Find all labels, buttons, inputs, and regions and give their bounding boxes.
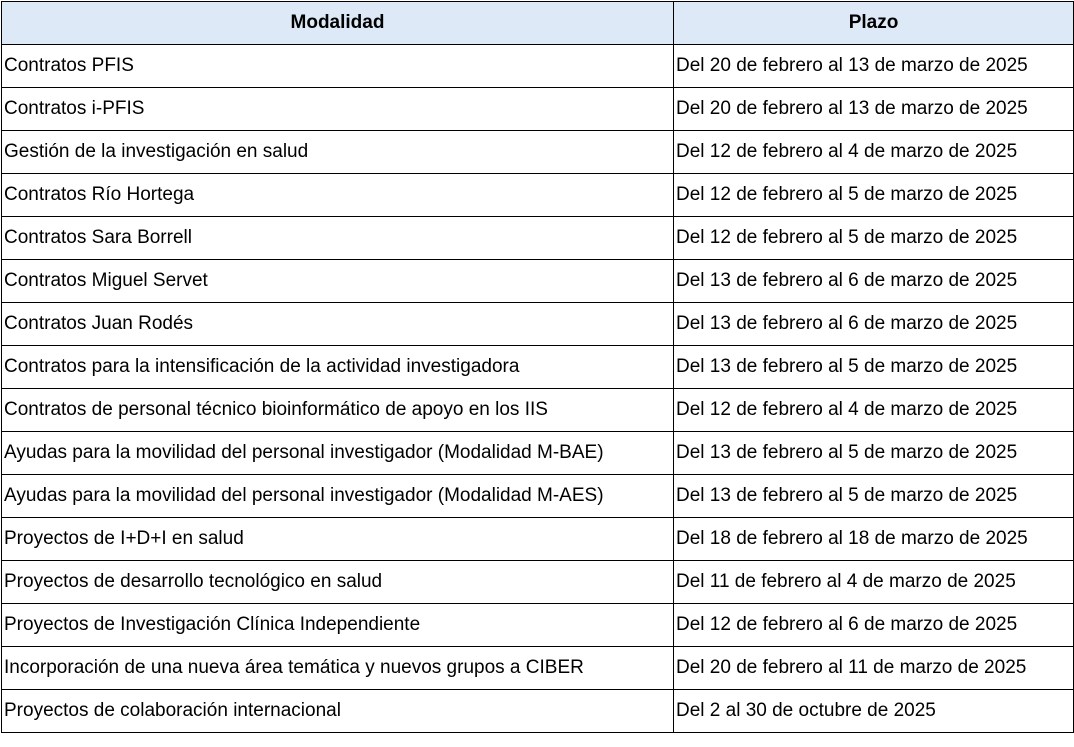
cell-modalidad: Proyectos de Investigación Clínica Independiente: [2, 604, 674, 647]
header-row: [2, 2, 1074, 45]
cell-modalidad: Contratos Miguel Servet: [2, 260, 674, 303]
table-row: [2, 260, 1074, 303]
header-plazo: Plazo: [674, 2, 1074, 45]
cell-plazo: Del 13 de febrero al 6 de marzo de 2025: [674, 260, 1074, 303]
cell-modalidad: Contratos para la intensificación de la actividad investigadora: [2, 346, 674, 389]
cell-modalidad: Contratos i-PFIS: [2, 88, 674, 131]
cell-modalidad: Proyectos de colaboración internacional: [2, 690, 674, 733]
cell-plazo: Del 12 de febrero al 5 de marzo de 2025: [674, 217, 1074, 260]
table-row: [2, 174, 1074, 217]
cell-modalidad: Ayudas para la movilidad del personal investigador (Modalidad M-BAE): [2, 432, 674, 475]
cell-plazo: Del 20 de febrero al 13 de marzo de 2025: [674, 88, 1074, 131]
cell-plazo: Del 12 de febrero al 4 de marzo de 2025: [674, 131, 1074, 174]
cell-modalidad: Contratos Río Hortega: [2, 174, 674, 217]
cell-modalidad: Proyectos de I+D+I en salud: [2, 518, 674, 561]
cell-modalidad: Contratos de personal técnico bioinformático de apoyo en los IIS: [2, 389, 674, 432]
cell-modalidad: Contratos Sara Borrell: [2, 217, 674, 260]
cell-modalidad: Contratos PFIS: [2, 45, 674, 88]
table-row: [2, 131, 1074, 174]
cell-modalidad: Ayudas para la movilidad del personal investigador (Modalidad M-AES): [2, 475, 674, 518]
table-row: [2, 217, 1074, 260]
table-row: [2, 690, 1074, 733]
cell-plazo: Del 13 de febrero al 5 de marzo de 2025: [674, 346, 1074, 389]
table-row: [2, 647, 1074, 690]
plazos-table: [1, 1, 1074, 733]
cell-plazo: Del 12 de febrero al 4 de marzo de 2025: [674, 389, 1074, 432]
cell-plazo: Del 13 de febrero al 5 de marzo de 2025: [674, 475, 1074, 518]
table-row: [2, 518, 1074, 561]
cell-plazo: Del 20 de febrero al 11 de marzo de 2025: [674, 647, 1074, 690]
cell-plazo: Del 18 de febrero al 18 de marzo de 2025: [674, 518, 1074, 561]
cell-plazo: Del 2 al 30 de octubre de 2025: [674, 690, 1074, 733]
cell-modalidad: Incorporación de una nueva área temática y nuevos grupos a CIBER: [2, 647, 674, 690]
cell-plazo: Del 12 de febrero al 5 de marzo de 2025: [674, 174, 1074, 217]
table-row: [2, 389, 1074, 432]
table-row: [2, 88, 1074, 131]
table-row: [2, 604, 1074, 647]
table-row: [2, 45, 1074, 88]
table-row: [2, 303, 1074, 346]
table-row: [2, 475, 1074, 518]
cell-plazo: Del 12 de febrero al 6 de marzo de 2025: [674, 604, 1074, 647]
header-modalidad: Modalidad: [2, 2, 674, 45]
cell-modalidad: Gestión de la investigación en salud: [2, 131, 674, 174]
cell-plazo: Del 20 de febrero al 13 de marzo de 2025: [674, 45, 1074, 88]
cell-plazo: Del 13 de febrero al 6 de marzo de 2025: [674, 303, 1074, 346]
cell-plazo: Del 13 de febrero al 5 de marzo de 2025: [674, 432, 1074, 475]
cell-modalidad: Contratos Juan Rodés: [2, 303, 674, 346]
cell-modalidad: Proyectos de desarrollo tecnológico en salud: [2, 561, 674, 604]
table-row: [2, 432, 1074, 475]
cell-plazo: Del 11 de febrero al 4 de marzo de 2025: [674, 561, 1074, 604]
table-row: [2, 561, 1074, 604]
table-row: [2, 346, 1074, 389]
